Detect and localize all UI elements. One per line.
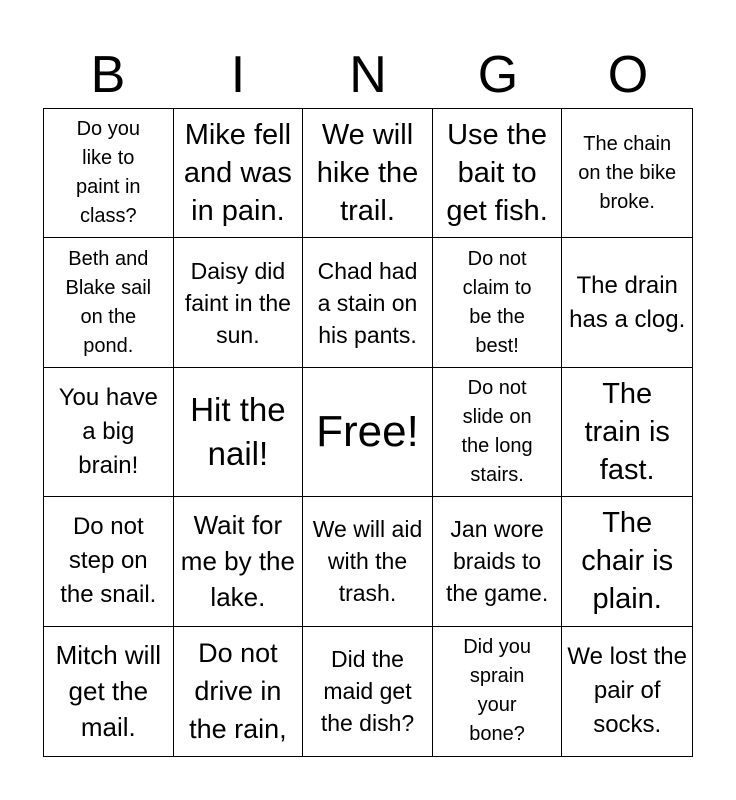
cell-text: Chad had a stain on his pants. [317,257,418,348]
bingo-cell[interactable] [433,109,563,238]
bingo-header [43,42,693,108]
bingo-cell[interactable] [174,368,304,497]
bingo-cell[interactable] [562,368,692,497]
free-space: Free! [316,406,419,456]
cell-text: Daisy did faint in the sun. [184,257,291,348]
cell-text: The drain has a clog. [569,271,686,333]
bingo-cell[interactable] [44,238,174,367]
bingo-cell[interactable] [303,627,433,756]
cell-text: Do not drive in the rain, [189,638,287,745]
bingo-cell[interactable] [433,497,563,626]
cell-text: Wait for me by the lake. [180,510,295,613]
bingo-board [43,108,693,757]
bingo-cell[interactable] [433,627,563,756]
header-letter-b: B [90,46,126,104]
cell-text: Jan wore braids to the game. [445,516,549,607]
bingo-cell[interactable] [174,627,304,756]
cell-text: Hit the nail! [190,390,286,472]
bingo-cell[interactable] [44,497,174,626]
header-letter-g: G [477,46,519,104]
bingo-cell[interactable] [303,497,433,626]
bingo-cell[interactable] [174,109,304,238]
cell-text: Mike fell and was in pain. [183,119,292,228]
bingo-cell[interactable] [303,368,433,497]
cell-text: We will hike the trail. [316,119,419,228]
cell-text: You have a big brain! [58,383,158,479]
bingo-cell[interactable] [562,627,692,756]
header-letter-i: I [230,46,246,104]
bingo-cell[interactable] [303,109,433,238]
bingo-cell[interactable] [44,627,174,756]
header-letter-o: O [607,46,649,104]
cell-text: Mitch will get the mail. [55,640,162,743]
header-letter-n: N [349,46,387,104]
bingo-cell[interactable] [562,109,692,238]
bingo-cell[interactable] [44,109,174,238]
bingo-cell[interactable] [44,368,174,497]
cell-text: Use the bait to get fish. [446,119,548,228]
cell-text: Did the maid get the dish? [320,646,415,737]
bingo-cell[interactable] [562,497,692,626]
bingo-cell[interactable] [174,238,304,367]
cell-text: We will aid with the trash. [312,516,423,607]
bingo-cell[interactable] [433,368,563,497]
bingo-cell[interactable] [174,497,304,626]
bingo-cell[interactable] [433,238,563,367]
cell-text: Do not step on the snail. [60,513,157,609]
cell-text: Do you like to paint in class? [76,118,141,228]
bingo-cell[interactable] [303,238,433,367]
cell-text: The train is fast. [584,377,670,486]
cell-text: Beth and Blake sail on the pond. [65,247,152,357]
cell-text: The chair is plain. [581,507,674,616]
cell-text: Do not slide on the long stairs. [461,376,533,486]
bingo-cell[interactable] [562,238,692,367]
cell-text: The chain on the bike broke. [578,132,677,213]
cell-text: Do not claim to be the best! [462,247,532,357]
cell-text: Did you sprain your bone? [463,636,531,746]
cell-text: We lost the pair of socks. [567,643,688,739]
